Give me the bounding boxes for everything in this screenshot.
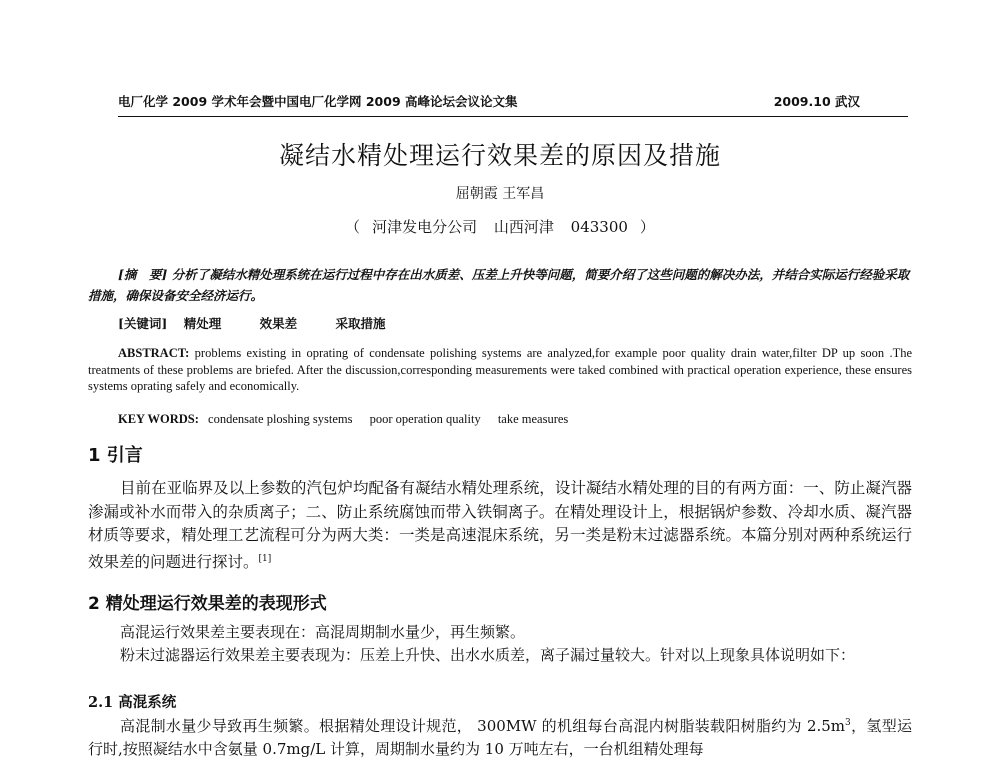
section-2-heading: 2 精处理运行效果差的表现形式 xyxy=(88,594,327,614)
abstract-en-label: ABSTRACT: xyxy=(118,346,190,360)
affiliation-place: 山西河津 xyxy=(493,218,554,236)
affiliation-org: 河津发电分公司 xyxy=(372,218,478,236)
section-2-1-text-a: 高混制水量少导致再生频繁。根据精处理设计规范， 300MW 的机组每台高混内树脂装载阳树脂约为 2.5m xyxy=(120,717,846,735)
keywords-cn-label: [关键词] xyxy=(118,316,168,331)
section-2-1-paragraph xyxy=(88,712,912,761)
authors: 屈朝霞 王军昌 xyxy=(455,186,545,202)
paper-title: 凝结水精处理运行效果差的原因及措施 xyxy=(278,141,721,170)
affiliation-open: （ xyxy=(345,218,361,236)
abstract-cn-label: [摘 要] xyxy=(118,267,168,282)
keyword-cn: 精处理 xyxy=(183,316,222,331)
section-2-1-heading: 2.1 高混系统 xyxy=(88,694,177,711)
section-1-heading: 1 引言 xyxy=(88,445,143,466)
affiliation xyxy=(0,216,1000,237)
header-conference: 电厂化学 2009 学术年会暨中国电厂化学网 2009 高峰论坛会议论文集 xyxy=(118,94,518,109)
affiliation-close: ） xyxy=(639,218,655,236)
abstract-cn-text: 分析了凝结水精处理系统在运行过程中存在出水质差、压差上升快等问题，简要介绍了这些问题的解决办法，并结合实际运行经验采取措施，确保设备安全经济运行。 xyxy=(88,267,910,303)
keyword-cn: 效果差 xyxy=(259,316,298,331)
keyword-en: poor operation quality xyxy=(369,412,481,426)
keywords-chinese xyxy=(118,314,407,332)
section-2-paragraph-2: 粉末过滤器运行效果差主要表现为：压差上升快、出水水质差，离子漏过量较大。针对以上现象具体说明如下： xyxy=(120,646,856,664)
keywords-en-label: KEY WORDS: xyxy=(118,412,199,426)
abstract-en-text: problems existing in oprating of condensate polishing systems are analyzed,for example poor quality drain water,filter DP up soon .The treatments of these problems are briefed. After the discussion,corresponding measurements were taked combined with practical operation experience, these ensures systems oprating safely and economically. xyxy=(88,346,913,393)
affiliation-postcode: 043300 xyxy=(570,218,628,236)
keyword-en: take measures xyxy=(497,412,569,426)
keywords-english xyxy=(118,412,576,427)
keyword-en: condensate ploshing systems xyxy=(208,412,353,426)
running-header xyxy=(118,92,908,117)
section-2-1-text-b: ，氢型运行时,按照凝结水中含氨量 0.7mg/L 计算，周期制水量约为 10 万吨左右，一台机组精处理每 xyxy=(88,717,912,758)
section-1-text: 目前在亚临界及以上参数的汽包炉均配备有凝结水精处理系统，设计凝结水精处理的目的有两方面：一、防止凝汽器渗漏或补水而带入的杂质离子；二、防止系统腐蚀而带入铁铜离子。在精处理设计上，根据锅炉参数、冷却水质、凝汽器材质等要求，精处理工艺流程可分为两大类：一类是高速混床系统，另一类是粉末过滤器系统。本篇分别对两种系统运行效果差的问题进行探讨。 xyxy=(88,479,912,571)
section-2-paragraph-1: 高混运行效果差主要表现在：高混周期制水量少，再生频繁。 xyxy=(120,623,526,641)
keyword-cn: 采取措施 xyxy=(335,316,386,331)
section-1-paragraph xyxy=(88,477,912,574)
abstract-chinese xyxy=(88,264,912,306)
superscript-3: 3 xyxy=(845,718,851,728)
abstract-english xyxy=(88,345,912,395)
header-date-place: 2009.10 武汉 xyxy=(773,94,860,109)
citation-ref: [1] xyxy=(258,553,272,564)
